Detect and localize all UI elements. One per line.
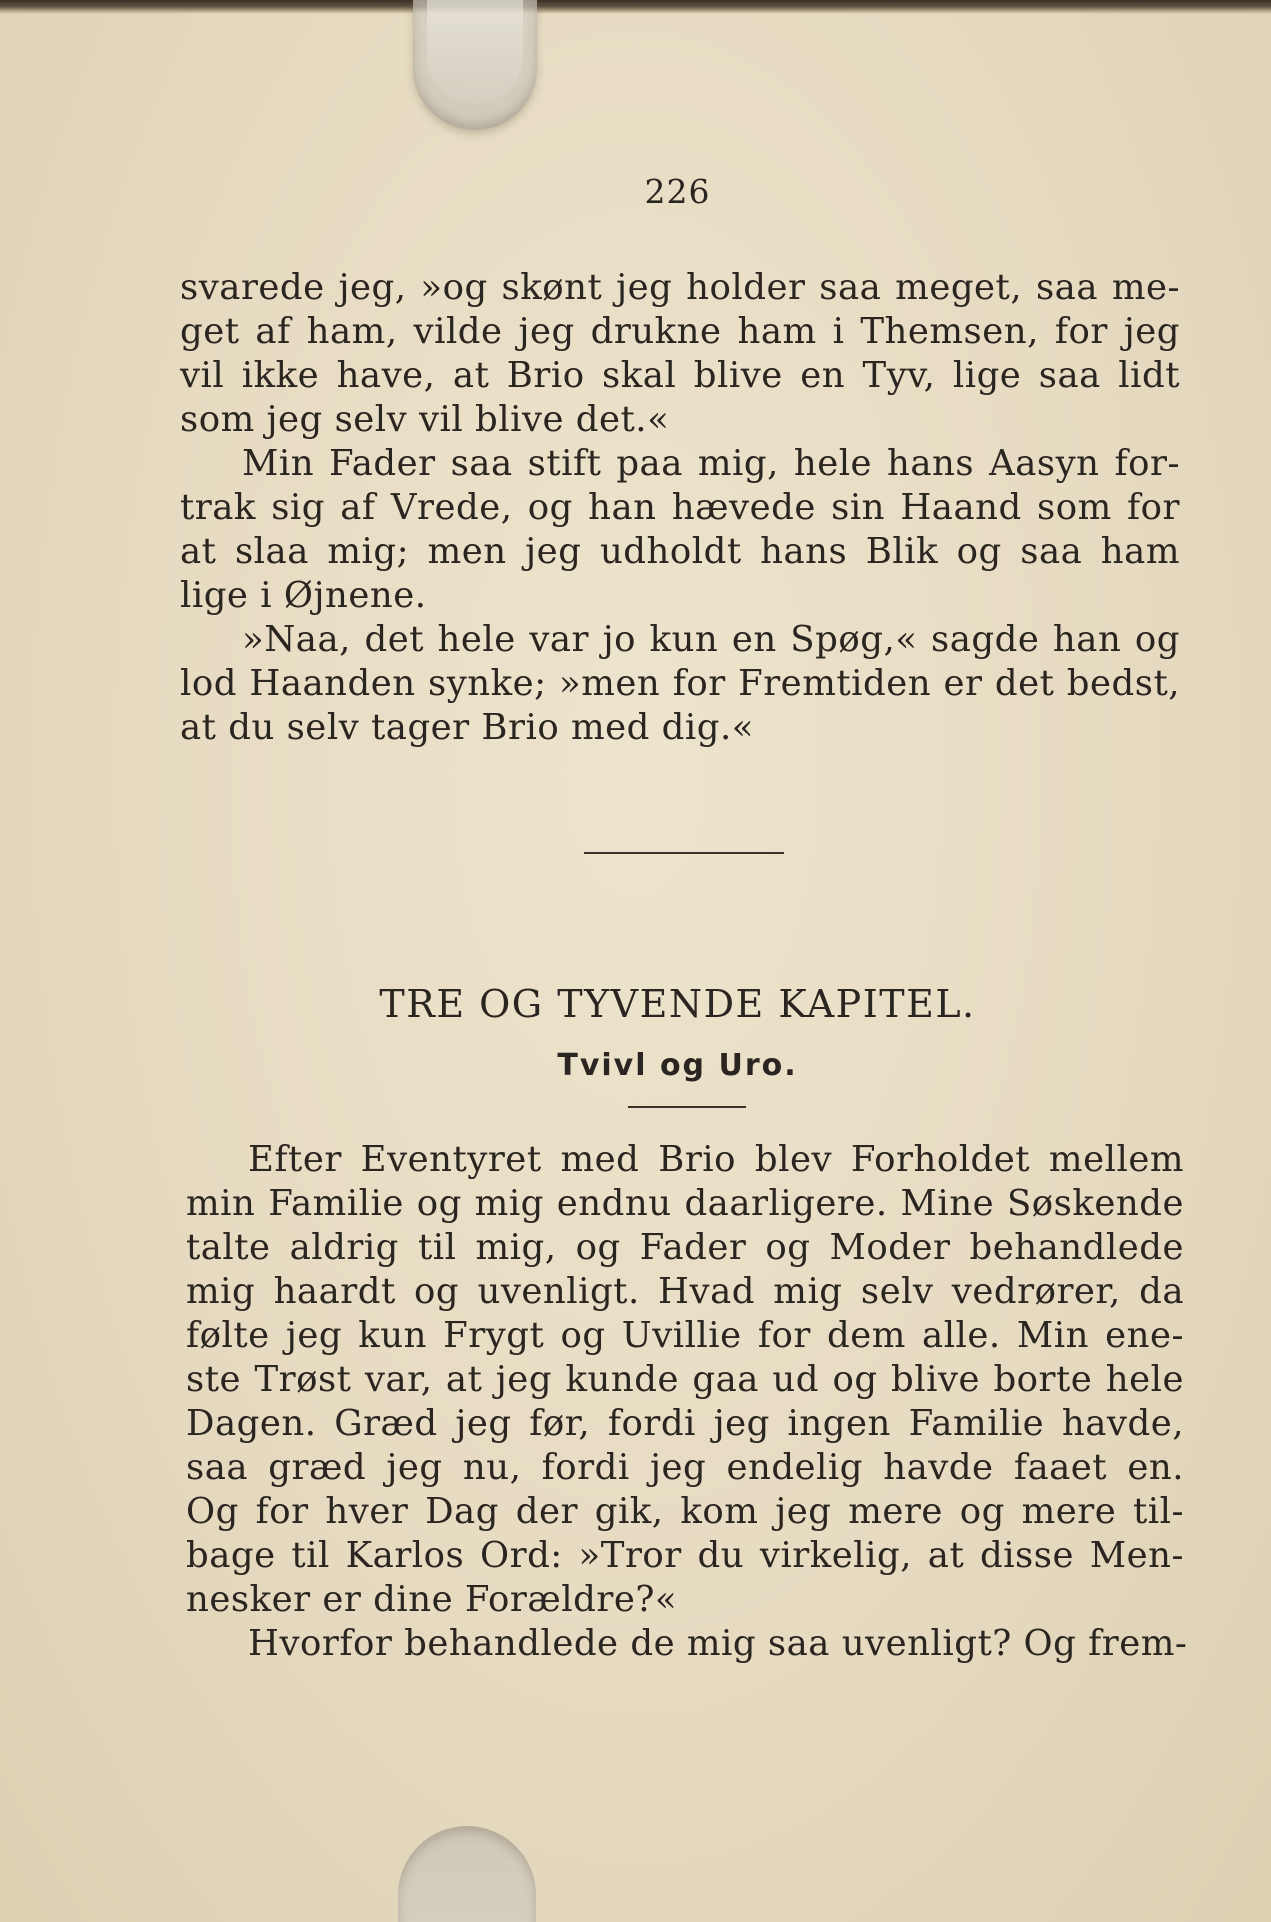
text-line: get af ham, vilde jeg drukne ham i Themsen, for jeg [180, 311, 1180, 352]
text-line: svarede jeg, »og skønt jeg holder saa meget, saa me- [180, 267, 1180, 308]
text-block-top [180, 266, 1180, 750]
text-line: som jeg selv vil blive det.« [180, 399, 670, 440]
text-line: Hvorfor behandlede de mig saa uvenligt? Og frem- [248, 1623, 1188, 1664]
text-line: mig haardt og uvenligt. Hvad mig selv vedrører, da [186, 1271, 1184, 1312]
section-divider [584, 852, 784, 854]
text-block-bottom [186, 1138, 1188, 1666]
text-line: Efter Eventyret med Brio blev Forholdet mellem [248, 1139, 1184, 1180]
paragraph [180, 442, 1180, 618]
text-line: talte aldrig til mig, og Fader og Moder behandlede [186, 1227, 1184, 1268]
text-line: nesker er dine Forældre?« [186, 1579, 678, 1620]
text-line: lige i Øjnene. [180, 575, 427, 616]
page-clip-top [413, 0, 537, 130]
paragraph [186, 1138, 1184, 1622]
text-line: lod Haanden synke; »men for Fremtiden er det bedst, [180, 663, 1180, 704]
text-line: min Familie og mig endnu daarligere. Mine Søskende [186, 1183, 1184, 1224]
text-line: vil ikke have, at Brio skal blive en Tyv, lige saa lidt [180, 355, 1180, 396]
text-line: Dagen. Græd jeg før, fordi jeg ingen Familie havde, [186, 1403, 1184, 1444]
page-number: 226 [644, 172, 711, 211]
text-line: Og for hver Dag der gik, kom jeg mere og mere til- [186, 1491, 1184, 1532]
paragraph [180, 618, 1180, 750]
text-line: følte jeg kun Frygt og Uvillie for dem alle. Min ene- [186, 1315, 1184, 1356]
chapter-subtitle: Tvivl og Uro. [557, 1048, 798, 1083]
text-line: ste Trøst var, at jeg kunde gaa ud og blive borte hele [186, 1359, 1184, 1400]
text-line: Min Fader saa stift paa mig, hele hans Aasyn for- [242, 443, 1180, 484]
page-top-edge [0, 0, 1271, 14]
page-clip-bottom [398, 1826, 536, 1922]
text-line: at du selv tager Brio med dig.« [180, 707, 754, 748]
chapter-heading: TRE OG TYVENDE KAPITEL. [379, 982, 976, 1026]
text-line: at slaa mig; men jeg udholdt hans Blik og saa ham [180, 531, 1180, 572]
paragraph [180, 266, 1180, 442]
text-line: trak sig af Vrede, og han hævede sin Haand som for [180, 487, 1180, 528]
paragraph [186, 1622, 1188, 1666]
text-line: saa græd jeg nu, fordi jeg endelig havde faaet en. [186, 1447, 1184, 1488]
chapter-divider [628, 1106, 746, 1108]
text-line: bage til Karlos Ord: »Tror du virkelig, at disse Men- [186, 1535, 1184, 1576]
text-line: »Naa, det hele var jo kun en Spøg,« sagde han og [242, 619, 1180, 660]
